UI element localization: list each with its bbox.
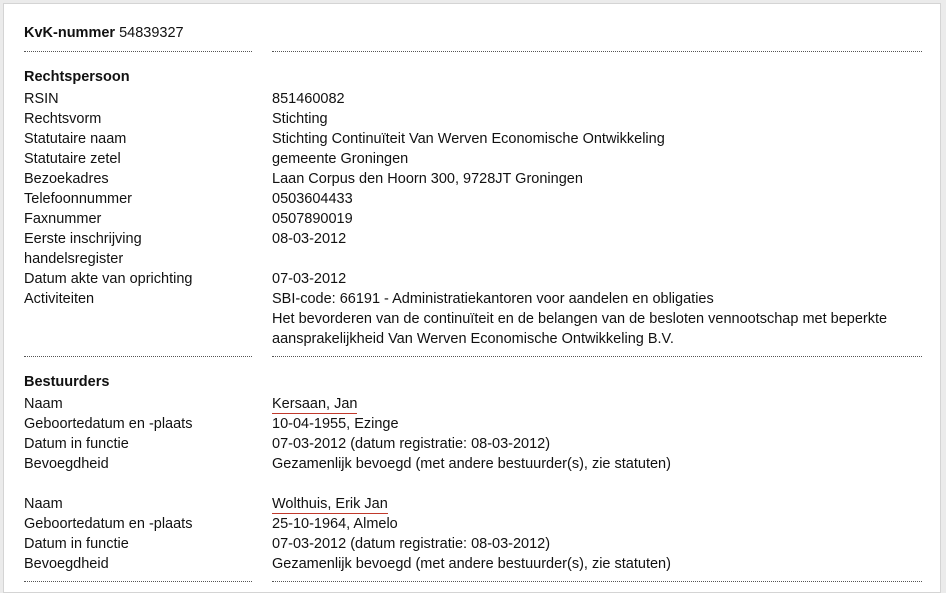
field-label: Datum in functie — [24, 436, 129, 452]
field-value: 851460082 — [272, 91, 345, 107]
field-label: Statutaire zetel — [24, 151, 121, 167]
field-label: Telefoonnummer — [24, 191, 132, 207]
field-label: handelsregister — [24, 251, 124, 267]
field-label: Datum in functie — [24, 536, 129, 552]
field-label: Bevoegdheid — [24, 556, 109, 572]
field-label: Faxnummer — [24, 211, 102, 227]
divider — [24, 581, 252, 582]
field-label: Statutaire naam — [24, 131, 127, 147]
field-value: 0507890019 — [272, 211, 353, 227]
person-name-link[interactable]: Kersaan, Jan — [272, 396, 358, 412]
field-label: Activiteiten — [24, 291, 95, 307]
field-value: Laan Corpus den Hoorn 300, 9728JT Groningen — [272, 171, 583, 187]
section-title-bestuurders: Bestuurders — [24, 374, 110, 390]
field-value: SBI-code: 66191 - Administratiekantoren voor aandelen en obligaties — [272, 291, 714, 307]
field-value: Stichting Continuïteit Van Werven Economische Ontwikkeling — [272, 131, 665, 147]
field-label: Rechtsvorm — [24, 111, 102, 127]
field-value: 07-03-2012 (datum registratie: 08-03-2012) — [272, 536, 551, 552]
kvk-value: 54839327 — [119, 25, 184, 41]
field-value: Het bevorderen van de continuïteit en de belangen van de besloten vennootschap met beperkte — [272, 311, 888, 327]
field-label: Naam — [24, 496, 63, 512]
field-value: 10-04-1955, Ezinge — [272, 416, 399, 432]
divider — [272, 356, 922, 357]
field-value: Gezamenlijk bevoegd (met andere bestuurder(s), zie statuten) — [272, 556, 671, 572]
divider — [272, 51, 922, 52]
field-label: Geboortedatum en -plaats — [24, 516, 193, 532]
field-label: Datum akte van oprichting — [24, 271, 193, 287]
field-value: gemeente Groningen — [272, 151, 409, 167]
field-value: 07-03-2012 — [272, 271, 347, 287]
company-register-card — [3, 3, 941, 593]
field-label: RSIN — [24, 91, 59, 107]
field-label: Naam — [24, 396, 63, 412]
kvk-label: KvK-nummer — [24, 25, 116, 41]
field-value: Gezamenlijk bevoegd (met andere bestuurder(s), zie statuten) — [272, 456, 671, 472]
field-label: Eerste inschrijving — [24, 231, 142, 247]
divider — [24, 356, 252, 357]
field-label: Bezoekadres — [24, 171, 109, 187]
section-title-rechtspersoon: Rechtspersoon — [24, 69, 130, 85]
field-value: 25-10-1964, Almelo — [272, 516, 398, 532]
field-label: Bevoegdheid — [24, 456, 109, 472]
field-value: 07-03-2012 (datum registratie: 08-03-2012) — [272, 436, 551, 452]
divider — [272, 581, 922, 582]
field-value: 08-03-2012 — [272, 231, 347, 247]
field-value: aansprakelijkheid Van Werven Economische Ontwikkeling B.V. — [272, 331, 674, 347]
kvk-number — [24, 25, 184, 41]
person-name-link[interactable]: Wolthuis, Erik Jan — [272, 496, 388, 512]
divider — [24, 51, 252, 52]
field-label: Geboortedatum en -plaats — [24, 416, 193, 432]
field-value: Stichting — [272, 111, 328, 127]
field-value: 0503604433 — [272, 191, 353, 207]
